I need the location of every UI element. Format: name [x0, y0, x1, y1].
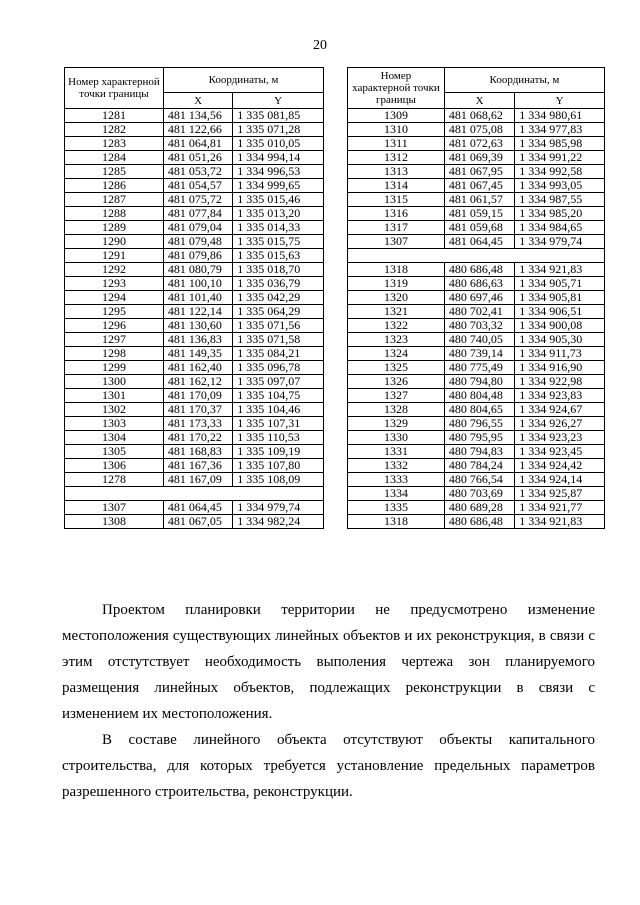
table-row: [65, 459, 324, 473]
table-row: [65, 123, 324, 137]
table-row: [348, 459, 605, 473]
point-number-cell: 1326: [348, 375, 445, 389]
table-row: [348, 417, 605, 431]
point-number-cell: 1305: [65, 445, 164, 459]
point-number-cell: 1308: [65, 515, 164, 529]
x-coordinate-cell: 481 075,72: [163, 193, 232, 207]
table-row: [348, 137, 605, 151]
x-coordinate-cell: 481 067,05: [163, 515, 232, 529]
point-number-cell: 1334: [348, 487, 445, 501]
point-number-cell: 1289: [65, 221, 164, 235]
point-number-cell: 1318: [348, 515, 445, 529]
y-coordinate-cell: 1 334 911,73: [515, 347, 605, 361]
point-number-cell: 1328: [348, 403, 445, 417]
y-coordinate-cell: 1 334 992,58: [515, 165, 605, 179]
x-coordinate-cell: 480 766,54: [444, 473, 514, 487]
table-row: [348, 305, 605, 319]
y-header: Y: [233, 93, 324, 109]
x-coordinate-cell: 481 162,40: [163, 361, 232, 375]
point-number-cell: 1333: [348, 473, 445, 487]
table-row: [65, 319, 324, 333]
point-number-cell: 1296: [65, 319, 164, 333]
x-coordinate-cell: 481 079,48: [163, 235, 232, 249]
y-coordinate-cell: 1 335 109,19: [233, 445, 324, 459]
point-number-cell: 1332: [348, 459, 445, 473]
x-coordinate-cell: 481 079,86: [163, 249, 232, 263]
x-coordinate-cell: 480 686,63: [444, 277, 514, 291]
y-coordinate-cell: 1 334 905,30: [515, 333, 605, 347]
x-coordinate-cell: 480 795,95: [444, 431, 514, 445]
table-row: [348, 445, 605, 459]
table-row: [348, 123, 605, 137]
y-coordinate-cell: 1 334 921,83: [515, 263, 605, 277]
point-number-cell: 1307: [348, 235, 445, 249]
x-coordinate-cell: 481 173,33: [163, 417, 232, 431]
x-coordinate-cell: 481 072,63: [444, 137, 514, 151]
point-number-cell: 1283: [65, 137, 164, 151]
point-number-cell: 1317: [348, 221, 445, 235]
y-coordinate-cell: 1 334 980,61: [515, 109, 605, 123]
y-coordinate-cell: 1 334 926,27: [515, 417, 605, 431]
x-coordinate-cell: 480 740,05: [444, 333, 514, 347]
y-coordinate-cell: 1 334 985,20: [515, 207, 605, 221]
table-row: [65, 515, 324, 529]
x-coordinate-cell: 480 686,48: [444, 515, 514, 529]
table-row: [65, 473, 324, 487]
x-coordinate-cell: 481 122,66: [163, 123, 232, 137]
point-number-cell: 1307: [65, 501, 164, 515]
paragraph-linear-objects: Проектом планировки территории не предусмотрено изменение местоположения существующих линейных объектов и их реконструкция, в связи с этим отстутствует необходимость выполения чертежа зон планируемого размещения линейных объектов, подлежащих реконструкции в связи с изменением их местоположения.: [62, 602, 595, 722]
separator-cell: [348, 249, 605, 263]
point-number-cell: 1304: [65, 431, 164, 445]
point-number-cell: 1290: [65, 235, 164, 249]
point-number-cell: 1312: [348, 151, 445, 165]
table-row: [65, 263, 324, 277]
x-coordinate-cell: 481 059,15: [444, 207, 514, 221]
point-number-cell: 1316: [348, 207, 445, 221]
point-number-cell: 1318: [348, 263, 445, 277]
point-number-cell: 1314: [348, 179, 445, 193]
y-coordinate-cell: 1 335 071,28: [233, 123, 324, 137]
y-coordinate-cell: 1 334 977,83: [515, 123, 605, 137]
x-coordinate-cell: 481 134,56: [163, 109, 232, 123]
point-number-cell: 1320: [348, 291, 445, 305]
x-coordinate-cell: 481 064,81: [163, 137, 232, 151]
point-number-cell: 1281: [65, 109, 164, 123]
point-number-cell: 1284: [65, 151, 164, 165]
point-number-cell: 1302: [65, 403, 164, 417]
point-number-cell: 1335: [348, 501, 445, 515]
x-coordinate-cell: 481 061,57: [444, 193, 514, 207]
x-coordinate-cell: 480 794,83: [444, 445, 514, 459]
point-number-cell: 1295: [65, 305, 164, 319]
y-coordinate-cell: 1 334 993,05: [515, 179, 605, 193]
table-row: [65, 207, 324, 221]
x-coordinate-cell: 481 054,57: [163, 179, 232, 193]
y-coordinate-cell: 1 334 924,67: [515, 403, 605, 417]
table-row: [65, 361, 324, 375]
table-row: [348, 207, 605, 221]
table-row: [65, 137, 324, 151]
y-coordinate-cell: 1 334 921,83: [515, 515, 605, 529]
y-coordinate-cell: 1 334 996,53: [233, 165, 324, 179]
y-coordinate-cell: 1 334 979,74: [233, 501, 324, 515]
point-number-cell: 1301: [65, 389, 164, 403]
table-row: [65, 333, 324, 347]
y-coordinate-cell: 1 335 071,58: [233, 333, 324, 347]
point-number-cell: 1286: [65, 179, 164, 193]
point-number-cell: 1293: [65, 277, 164, 291]
x-coordinate-cell: 480 689,28: [444, 501, 514, 515]
table-row: [348, 179, 605, 193]
point-number-cell: 1321: [348, 305, 445, 319]
y-coordinate-cell: 1 334 924,42: [515, 459, 605, 473]
x-coordinate-cell: 480 784,24: [444, 459, 514, 473]
table-row: [348, 235, 605, 249]
y-coordinate-cell: 1 335 107,31: [233, 417, 324, 431]
y-coordinate-cell: 1 334 982,24: [233, 515, 324, 529]
point-number-cell: 1322: [348, 319, 445, 333]
coordinates-header: Координаты, м: [444, 68, 604, 93]
x-coordinate-cell: 481 149,35: [163, 347, 232, 361]
table-row: [65, 179, 324, 193]
y-coordinate-cell: 1 334 925,87: [515, 487, 605, 501]
point-number-cell: 1324: [348, 347, 445, 361]
y-coordinate-cell: 1 334 991,22: [515, 151, 605, 165]
point-number-cell: 1331: [348, 445, 445, 459]
point-number-cell: 1325: [348, 361, 445, 375]
point-number-cell: 1313: [348, 165, 445, 179]
x-coordinate-cell: 480 775,49: [444, 361, 514, 375]
table-row: [65, 151, 324, 165]
x-coordinate-cell: 481 053,72: [163, 165, 232, 179]
x-coordinate-cell: 481 080,79: [163, 263, 232, 277]
y-coordinate-cell: 1 335 036,79: [233, 277, 324, 291]
table-row: [348, 263, 605, 277]
y-coordinate-cell: 1 335 104,75: [233, 389, 324, 403]
point-number-header: Номер характерной точки границы: [348, 68, 445, 109]
point-number-cell: 1297: [65, 333, 164, 347]
x-coordinate-cell: 481 122,14: [163, 305, 232, 319]
x-coordinate-cell: 480 796,55: [444, 417, 514, 431]
paragraph-capital-construction: В составе линейного объекта отсутствуют объекты капитального строительства, для которых требуется установление предельных параметров разрешенного строительства, реконструкции.: [62, 732, 595, 800]
table-row: [348, 487, 605, 501]
y-coordinate-cell: 1 335 096,78: [233, 361, 324, 375]
table-row: [348, 277, 605, 291]
point-number-cell: 1329: [348, 417, 445, 431]
table-row: [65, 235, 324, 249]
y-coordinate-cell: 1 334 905,81: [515, 291, 605, 305]
table-row: [348, 249, 605, 263]
x-coordinate-cell: 480 739,14: [444, 347, 514, 361]
x-coordinate-cell: 481 068,62: [444, 109, 514, 123]
x-coordinate-cell: 481 167,09: [163, 473, 232, 487]
table-row: [348, 333, 605, 347]
y-coordinate-cell: 1 334 985,98: [515, 137, 605, 151]
table-row: [65, 305, 324, 319]
point-number-cell: 1319: [348, 277, 445, 291]
table-row: [348, 109, 605, 123]
point-number-cell: 1327: [348, 389, 445, 403]
point-number-cell: 1292: [65, 263, 164, 277]
y-coordinate-cell: 1 335 064,29: [233, 305, 324, 319]
table-row: [348, 291, 605, 305]
point-number-cell: 1300: [65, 375, 164, 389]
point-number-cell: 1315: [348, 193, 445, 207]
table-row: [65, 221, 324, 235]
y-coordinate-cell: 1 335 015,75: [233, 235, 324, 249]
table-row: [348, 473, 605, 487]
x-coordinate-cell: 480 703,32: [444, 319, 514, 333]
table-row: [65, 501, 324, 515]
point-number-cell: 1294: [65, 291, 164, 305]
x-coordinate-cell: 480 804,65: [444, 403, 514, 417]
point-number-cell: 1298: [65, 347, 164, 361]
x-coordinate-cell: 480 702,41: [444, 305, 514, 319]
point-number-cell: 1311: [348, 137, 445, 151]
y-coordinate-cell: 1 335 015,46: [233, 193, 324, 207]
x-coordinate-cell: 481 130,60: [163, 319, 232, 333]
table-row: [65, 487, 324, 501]
point-number-cell: 1288: [65, 207, 164, 221]
y-coordinate-cell: 1 334 984,65: [515, 221, 605, 235]
x-coordinate-cell: 481 162,12: [163, 375, 232, 389]
y-coordinate-cell: 1 334 921,77: [515, 501, 605, 515]
x-coordinate-cell: 481 069,39: [444, 151, 514, 165]
table-row: [65, 445, 324, 459]
y-coordinate-cell: 1 334 916,90: [515, 361, 605, 375]
y-coordinate-cell: 1 335 013,20: [233, 207, 324, 221]
x-coordinate-cell: 481 136,83: [163, 333, 232, 347]
x-coordinate-cell: 481 079,04: [163, 221, 232, 235]
point-number-cell: 1323: [348, 333, 445, 347]
separator-cell: [65, 487, 324, 501]
table-row: [348, 221, 605, 235]
y-coordinate-cell: 1 334 979,74: [515, 235, 605, 249]
y-coordinate-cell: 1 334 900,08: [515, 319, 605, 333]
x-coordinate-cell: 481 064,45: [163, 501, 232, 515]
x-coordinate-cell: 481 170,37: [163, 403, 232, 417]
table-row: [65, 375, 324, 389]
x-coordinate-cell: 481 067,45: [444, 179, 514, 193]
table-row: [65, 389, 324, 403]
table-row: [65, 277, 324, 291]
table-row: [348, 375, 605, 389]
table-row: [65, 165, 324, 179]
x-coordinate-cell: 481 167,36: [163, 459, 232, 473]
table-row: [348, 151, 605, 165]
table-row: [348, 431, 605, 445]
y-coordinate-cell: 1 334 987,55: [515, 193, 605, 207]
x-coordinate-cell: 481 170,22: [163, 431, 232, 445]
table-row: [348, 389, 605, 403]
y-coordinate-cell: 1 334 922,98: [515, 375, 605, 389]
y-coordinate-cell: 1 335 108,09: [233, 473, 324, 487]
x-coordinate-cell: 481 075,08: [444, 123, 514, 137]
right-table-body: [348, 109, 605, 529]
x-coordinate-cell: 481 064,45: [444, 235, 514, 249]
y-coordinate-cell: 1 334 923,83: [515, 389, 605, 403]
point-number-cell: 1291: [65, 249, 164, 263]
y-coordinate-cell: 1 334 999,65: [233, 179, 324, 193]
x-coordinate-cell: 481 077,84: [163, 207, 232, 221]
coordinates-table-right: [347, 67, 605, 529]
y-coordinate-cell: 1 335 110,53: [233, 431, 324, 445]
y-coordinate-cell: 1 335 015,63: [233, 249, 324, 263]
x-coordinate-cell: 481 067,95: [444, 165, 514, 179]
y-coordinate-cell: 1 335 042,29: [233, 291, 324, 305]
x-coordinate-cell: 481 051,26: [163, 151, 232, 165]
coordinates-table-left: [64, 67, 324, 529]
x-coordinate-cell: 481 168,83: [163, 445, 232, 459]
page-number: 20: [313, 38, 327, 53]
y-coordinate-cell: 1 334 923,45: [515, 445, 605, 459]
point-number-cell: 1299: [65, 361, 164, 375]
table-row: [348, 319, 605, 333]
y-header: Y: [515, 93, 605, 109]
table-row: [65, 291, 324, 305]
point-number-cell: 1287: [65, 193, 164, 207]
table-row: [348, 347, 605, 361]
point-number-cell: 1330: [348, 431, 445, 445]
y-coordinate-cell: 1 335 107,80: [233, 459, 324, 473]
x-coordinate-cell: 480 686,48: [444, 263, 514, 277]
table-row: [65, 347, 324, 361]
coordinates-header: Координаты, м: [163, 68, 323, 93]
y-coordinate-cell: 1 335 104,46: [233, 403, 324, 417]
y-coordinate-cell: 1 335 071,56: [233, 319, 324, 333]
table-row: [65, 193, 324, 207]
table-row: [65, 417, 324, 431]
left-table-body: [65, 109, 324, 529]
x-header: X: [163, 93, 232, 109]
point-number-cell: 1303: [65, 417, 164, 431]
x-coordinate-cell: 481 059,68: [444, 221, 514, 235]
x-coordinate-cell: 480 703,69: [444, 487, 514, 501]
table-row: [65, 249, 324, 263]
y-coordinate-cell: 1 334 924,14: [515, 473, 605, 487]
table-row: [348, 361, 605, 375]
table-row: [65, 431, 324, 445]
x-coordinate-cell: 481 100,10: [163, 277, 232, 291]
y-coordinate-cell: 1 335 018,70: [233, 263, 324, 277]
point-number-cell: 1278: [65, 473, 164, 487]
y-coordinate-cell: 1 334 906,51: [515, 305, 605, 319]
y-coordinate-cell: 1 335 097,07: [233, 375, 324, 389]
y-coordinate-cell: 1 334 994,14: [233, 151, 324, 165]
table-row: [348, 165, 605, 179]
x-coordinate-cell: 480 804,48: [444, 389, 514, 403]
y-coordinate-cell: 1 334 905,71: [515, 277, 605, 291]
point-number-cell: 1306: [65, 459, 164, 473]
point-number-cell: 1285: [65, 165, 164, 179]
point-number-header: Номер характерной точки границы: [65, 68, 164, 109]
point-number-cell: 1282: [65, 123, 164, 137]
y-coordinate-cell: 1 334 923,23: [515, 431, 605, 445]
point-number-cell: 1310: [348, 123, 445, 137]
table-row: [65, 109, 324, 123]
table-row: [348, 501, 605, 515]
point-number-cell: 1309: [348, 109, 445, 123]
table-row: [348, 403, 605, 417]
y-coordinate-cell: 1 335 010,05: [233, 137, 324, 151]
y-coordinate-cell: 1 335 084,21: [233, 347, 324, 361]
table-row: [348, 193, 605, 207]
x-header: X: [444, 93, 514, 109]
table-row: [348, 515, 605, 529]
y-coordinate-cell: 1 335 081,85: [233, 109, 324, 123]
y-coordinate-cell: 1 335 014,33: [233, 221, 324, 235]
x-coordinate-cell: 480 697,46: [444, 291, 514, 305]
x-coordinate-cell: 480 794,80: [444, 375, 514, 389]
x-coordinate-cell: 481 101,40: [163, 291, 232, 305]
x-coordinate-cell: 481 170,09: [163, 389, 232, 403]
table-row: [65, 403, 324, 417]
